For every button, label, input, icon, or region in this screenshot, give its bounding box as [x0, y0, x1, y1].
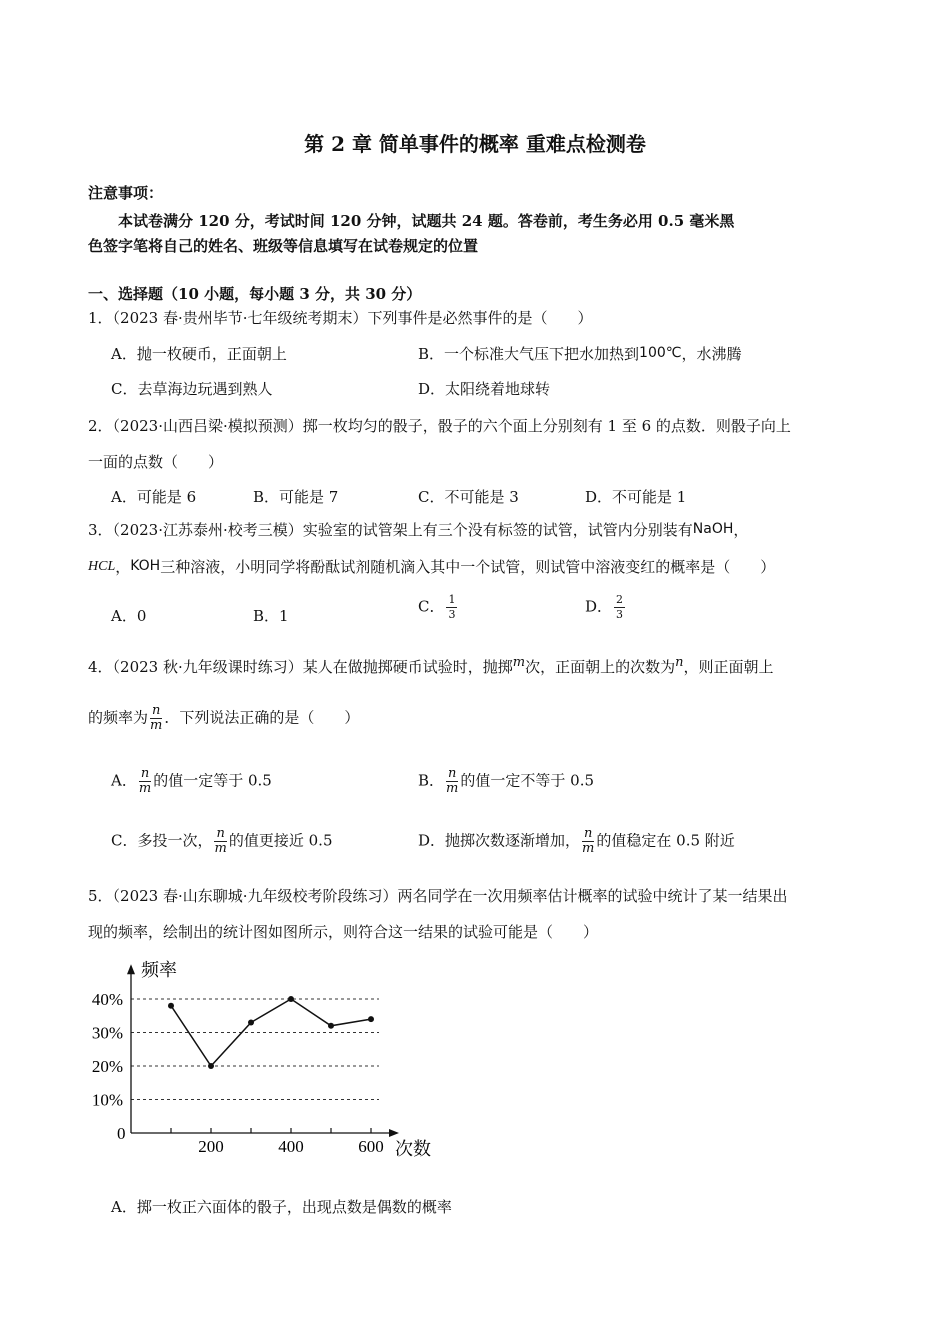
question-3-option-a: A．0	[111, 607, 147, 625]
y-axis-arrow	[127, 964, 135, 974]
question-4-text: 次，正面朝上的次数为	[525, 658, 676, 676]
section-heading: 一、选择题（10 小题，每小题 3 分，共 30 分）	[88, 285, 422, 303]
question-4-stem-line-2	[88, 704, 359, 733]
question-2-option-a: A．可能是 6	[111, 488, 197, 506]
question-2-option-d: D．不可能是 1	[585, 488, 687, 506]
data-point	[208, 1063, 214, 1069]
hcl-formula: HCL	[88, 559, 116, 574]
option-label: C．多投一次，	[111, 831, 213, 850]
question-3-text: 三种溶液，小明同学将酚酞试剂随机滴入其中一个试管，则试管中溶液变红的概率是（ ）	[160, 558, 776, 576]
numerator: 2	[616, 593, 624, 606]
fraction-n-over-m	[446, 767, 458, 796]
notice-line-2: 色签字笔将自己的姓名、班级等信息填写在试卷规定的位置	[88, 237, 479, 255]
x-tick-label: 400	[278, 1137, 304, 1156]
origin-label: 0	[117, 1124, 126, 1143]
fraction-n-over-m	[214, 827, 226, 856]
question-4-option-d	[418, 827, 735, 856]
option-label: D．抛掷次数逐渐增加，	[418, 831, 581, 850]
fraction-one-third	[446, 593, 457, 622]
option-text: 的值更接近 0.5	[228, 831, 333, 850]
question-3-stem-line-2	[88, 556, 775, 577]
denominator: m	[150, 718, 163, 733]
denominator: 3	[448, 608, 456, 621]
option-text: 的值一定不等于 0.5	[460, 771, 595, 790]
koh-formula: KOH	[130, 558, 161, 574]
denominator: m	[138, 781, 152, 796]
denominator: m	[214, 841, 227, 856]
x-tick-label: 600	[358, 1137, 384, 1156]
question-2-stem-line-2: 一面的点数（ ）	[88, 453, 224, 471]
variable-n: n	[675, 655, 684, 670]
question-5-stem-line-2: 现的频率，绘制出的统计图如图所示，则符合这一结果的试验可能是（ ）	[88, 923, 599, 941]
question-4-option-c	[111, 827, 332, 856]
y-tick-label: 40%	[91, 990, 123, 1009]
denominator: m	[446, 781, 459, 796]
chart-axes	[127, 964, 399, 1137]
question-3-option-c	[418, 593, 459, 622]
chart-ticks	[92, 960, 431, 1159]
question-4-stem-line-1	[88, 655, 774, 677]
question-1-stem: 1．（2023 春·贵州毕节·七年级统考期末）下列事件是必然事件的是（ ）	[88, 309, 593, 327]
data-point	[328, 1023, 334, 1029]
option-label: A．	[111, 771, 137, 790]
question-1-option-a: A．抛一枚硬币，正面朝上	[111, 345, 287, 363]
option-label: B．	[418, 771, 445, 790]
question-4-text: 的频率为	[88, 708, 149, 727]
naoh-formula: NaOH	[692, 521, 734, 537]
question-4-option-b	[418, 767, 594, 796]
denominator: 3	[616, 608, 624, 621]
question-1-option-c: C．去草海边玩遇到熟人	[111, 380, 273, 398]
temperature-value: 100℃	[639, 345, 682, 361]
question-4-text: ，则正面朝上	[683, 658, 774, 676]
question-4-option-a	[111, 767, 272, 796]
question-3-option-b: B．1	[253, 607, 289, 625]
question-1-option-b	[418, 343, 742, 364]
data-point	[368, 1016, 374, 1022]
fraction-two-thirds	[614, 593, 625, 622]
fraction-n-over-m	[582, 827, 594, 856]
question-4-text: 4．（2023 秋·九年级课时练习）某人在做抛掷硬币试验时，抛掷	[88, 658, 513, 676]
numerator: n	[216, 826, 225, 841]
numerator: 1	[448, 593, 456, 606]
numerator: n	[584, 826, 593, 841]
question-2-option-b: B．可能是 7	[253, 488, 339, 506]
option-b-text-post: ，水沸腾	[681, 345, 742, 363]
question-1-option-d: D．太阳绕着地球转	[418, 380, 551, 398]
question-3-stem-line-1	[88, 519, 748, 540]
numerator: n	[152, 703, 161, 718]
question-2-option-c: C．不可能是 3	[418, 488, 519, 506]
data-point	[248, 1019, 254, 1025]
y-tick-label: 10%	[91, 1090, 123, 1110]
comma: ，	[115, 558, 131, 576]
notice-line-1: 本试卷满分 120 分，考试时间 120 分钟，试题共 24 题。答卷前，考生务必用 0.5 毫米黑	[118, 212, 735, 230]
page-title: 第 2 章 简单事件的概率 重难点检测卷	[304, 132, 646, 156]
y-tick-label: 30%	[91, 1023, 123, 1043]
question-3-option-d	[585, 593, 627, 622]
notice-heading: 注意事项：	[88, 184, 164, 202]
option-text: 的值一定等于 0.5	[153, 771, 272, 790]
question-2-stem-line-1: 2．（2023·山西吕梁·模拟预测）掷一枚均匀的骰子，骰子的六个面上分别刻有 1 至 6 的点数．则骰子向上	[88, 417, 791, 435]
frequency-line-chart	[80, 948, 440, 1168]
chart-grid	[131, 999, 379, 1100]
denominator: m	[582, 841, 595, 856]
x-axis-title: 次数	[395, 1139, 431, 1159]
data-point	[168, 1003, 174, 1009]
question-3-text: 3．（2023·江苏泰州·校考三模）实验室的试管架上有三个没有标签的试管，试管内分别装有	[88, 521, 693, 539]
x-tick-label: 200	[198, 1137, 224, 1156]
y-axis-title: 频率	[141, 960, 177, 981]
option-label: C．	[418, 597, 445, 616]
option-b-text-pre: B．一个标准大气压下把水加热到	[418, 345, 640, 363]
y-tick-label: 20%	[91, 1057, 123, 1076]
fraction-n-over-m	[139, 767, 151, 796]
variable-m: m	[512, 655, 526, 670]
comma: ，	[733, 521, 749, 539]
question-5-option-a: A．掷一枚正六面体的骰子，出现点数是偶数的概率	[111, 1198, 452, 1216]
numerator: n	[140, 766, 150, 781]
x-axis-arrow	[389, 1129, 399, 1137]
option-text: 的值稳定在 0.5 附近	[596, 831, 735, 850]
fraction-n-over-m	[150, 704, 162, 733]
option-label: D．	[585, 597, 613, 616]
numerator: n	[448, 766, 457, 781]
question-4-text: ．下列说法正确的是（ ）	[164, 708, 360, 727]
question-5-stem-line-1: 5．（2023 春·山东聊城·九年级校考阶段练习）两名同学在一次用频率估计概率的试验中统计了某一结果出	[88, 887, 788, 905]
data-point	[288, 996, 294, 1002]
